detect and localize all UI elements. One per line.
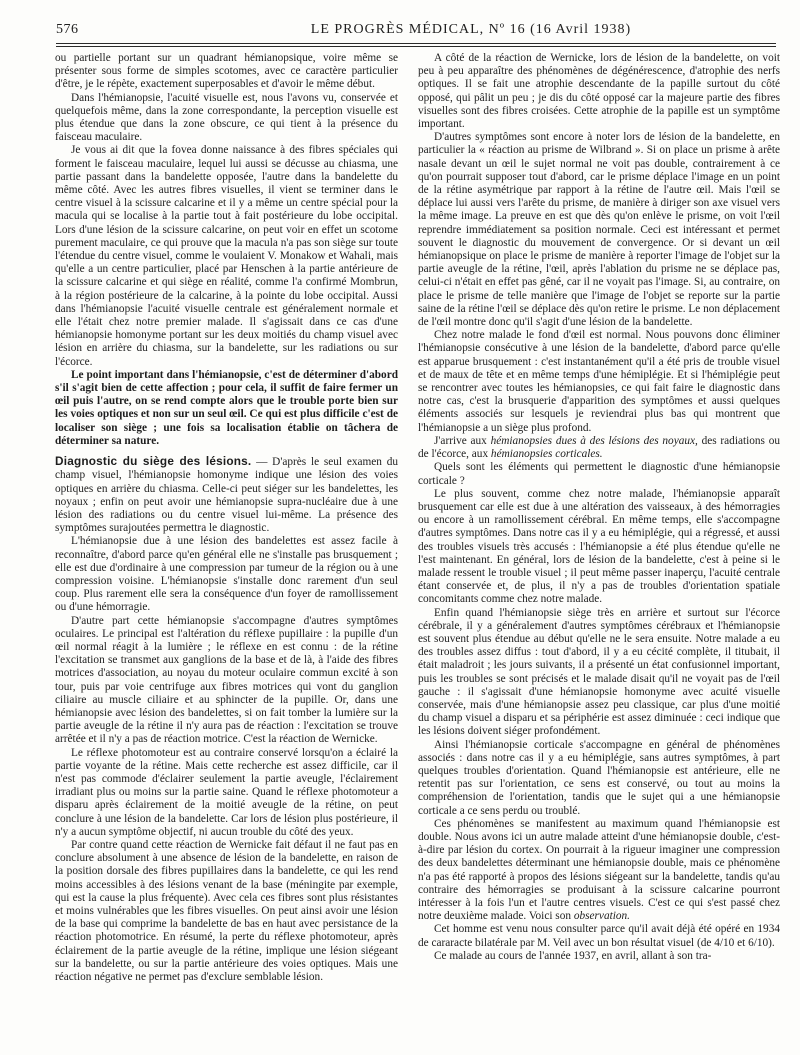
paragraph (418, 818, 780, 924)
paragraph-emphasis: Le point important dans l'hémianopsie, c'est de déterminer d'abord s'il s'agit bien de cette affection ; pour cela, il suffit de faire fermer un œil puis l'autre, on se rend compte alors que le trouble porte bien sur les voies optiques et non sur un seul œil. Ce qui est plus difficile c'est de localiser son siège ; une fois sa localisation établie on tâchera de déterminer sa nature. (55, 368, 398, 447)
paragraph: Ce malade au cours de l'année 1937, en avril, allant à son tra- (434, 949, 712, 962)
right-column (418, 52, 780, 963)
text-run: Ces phénomènes se manifestent au maximum quand l'hémianopsie est double. Nous avons ici un autre malade atteint d'une hémianopsie double, c'est-à-dire par lésion du cortex. On pourrait à la rigueur imaginer une compression des deux bandelettes déterminant une hémianopsie double, mais ce phénomène n'a pas été rapporté à propos des lésions siégeant sur la bandelette, tandis qu'au contraire des hémorragies se produisant à la scissure calcarine pourront intéresser à la fois l'un et l'autre centres visuels. C'est ce qui s'est passé chez notre deuxième malade. Voici son (418, 817, 780, 923)
paragraph: L'hémianopsie due à une lésion des bandelettes est assez facile à reconnaître, d'abord parce qu'en général elle ne s'installe pas brusquement ; elle est due d'ordinaire à une compression par tumeur de la région ou à une compression voisine. L'hémianopsie s'installe donc rarement d'un seul coup. Plus rarement elle sera la conséquence d'un foyer de ramollissement ou d'une hémorragie. (55, 535, 398, 614)
paragraph: Cet homme est venu nous consulter parce qu'il avait déjà été opéré en 1934 de cararacte bilatérale par M. Veil avec un bon résultat visuel (de 4/10 et 6/10). (418, 923, 780, 949)
left-column (55, 52, 398, 984)
section-heading: Diagnostic du siège des lésions. (55, 454, 252, 469)
page-header (56, 22, 776, 44)
paragraph: Le plus souvent, comme chez notre malade, l'hémianopsie apparaît brusquement car elle est due à une altération des vaisseaux, à des hémorragies ou encore à un ramollissement cérébral. En même temps, elle s'accompagne d'autres symptômes. Dans notre cas il y a eu hémiplégie, qui a régressé, et aussi des troubles visuels très accusés : l'hémianopsie a été plus étendue qu'elle ne l'est maintenant. En général, lors de lésion de la bandelette, c'est à peine si le malade ressent le trouble visuel ; il peut même passer inaperçu, l'acuité centrale étant conservée et, de plus, il n'y a pas de troubles d'orientation spatiale concomitants comme chez notre malade. (418, 487, 780, 606)
text-run: des radiations ou de l'écorce, aux (418, 434, 780, 461)
paragraph: Chez notre malade le fond d'œil est normal. Nous pouvons donc éliminer l'hémianopsie consécutive à une lésion de la bandelette, d'abord parce qu'elle est apparue brusquement : c'est instantanément qu'il a été pris de trouble visuel et de maux de tête et en même temps d'une hémiplégie. Et si l'hémiplégie peut se rencontrer avec toutes les hémianopsies, ce qui fait faire le diagnostic dans notre cas, c'est la brusquerie d'apparition des symptômes et aussi quelques éléments associés sur lesquels je reviendrai plus bas qui montrent que l'hémianopsie a un siège plus profond. (418, 329, 780, 434)
paragraph (418, 435, 780, 461)
paragraph: Je vous ai dit que la fovea donne naissance à des fibres spéciales qui forment le faisceau maculaire, lequel lui aussi se décusse au chiasma, une partie passant dans la bandelette opposée, l'autre dans la bandelette du même côté. Avec les autres fibres visuelles, il vient se terminer dans le centre visuel à la scissure calcarine et il y a même un centre spécial pour la macula qui se localise à la partie tout à fait postérieure du lobe occipital. Lors d'une lésion de la scissure calcarine, on peut voir en effet un scotome purement maculaire, ce qui prouve que la macula n'a pas son siège sur toute l'étendue du centre visuel, comme le voulaient V. Monakow et Wahali, mais qu'elle a un centre particulier, placé par Henschen à la partie antérieure de la scissure calcarine et qui siège en réalité, comme l'a confirmé Mombrun, à la région postérieure de la calcarine, à la pointe du lobe occipital. Aussi dans l'hémianopsie l'acuité visuelle centrale est généralement normale et elle l'était chez notre premier malade. Il s'agissait dans ce cas d'une hémianopsie homonyme portant sur les deux moitiés du champ visuel avec lésion en arrière du chiasma, sur la bandelette, sur les radiations ou sur l'écorce. (55, 144, 398, 368)
paragraph: Le réflexe photomoteur est au contraire conservé lorsqu'on a éclairé la partie voyante de la rétine. Mais cette recherche est assez difficile, car il n'est pas commode d'éclairer seulement la partie aveugle, l'éclairement irradiant plus ou moins sur la partie saine. Quand le réflexe photomoteur a disparu après éclairement de la moitié aveugle de la rétine, on peut conclure à une lésion de la bandelette. Car lors de lésion plus postérieure, il n'y a aucun symptôme objectif, ni aucun trouble du côté des yeux. (55, 746, 398, 838)
paragraph: D'autres symptômes sont encore à noter lors de lésion de la bandelette, en particulier la « réaction au prisme de Wilbrand ». Si on place un prisme à arête nasale devant un œil le sujet normal ne voit pas double, contrairement à ce qu'on pourrait supposer tout d'abord, car le prisme déplace l'image en un point de la rétine asymétrique par rapport à la rétine de l'autre œil. Mais l'œil se déplace lui aussi vers l'arête du prisme, de manière à diriger son axe visuel vers la même image. La preuve en est que dès qu'on enlève le prisme, on voit l'œil reprendre immédiatement sa position normale. Ceci est intéressant et permet souvent le diagnostic du mouvement de convergence. Or si devant un œil hémianopsique on place le prisme de manière à reporter l'image de l'objet sur la partie aveugle de la rétine, l'œil, après l'ablation du prisme ne se déplace pas, celui-ci n'était en effet pas gêné, car il ne voyait pas l'image. Si, au contraire, on place le prisme de telle manière que l'image de l'objet se reporte sur la partie saine de la rétine l'œil se déplace dès qu'on retire le prisme. Le non déplacement de l'œil montre donc qu'il s'agit d'une lésion de la bandelette. (418, 131, 780, 329)
running-title: LE PROGRÈS MÉDICAL, Nº 16 (16 Avril 1938) (310, 22, 632, 37)
paragraph: ou partielle portant sur un quadrant hémianopsique, voire même se présenter sous forme de simples scotomes, avec ce caractère particulier d'être, je le répète, exactement superposables et d'avoir le même début. (55, 52, 398, 91)
italic-run: hémianopsies corticales. (490, 448, 603, 461)
paragraph: Ainsi l'hémianopsie corticale s'accompagne en général de phénomènes associés : dans notre cas il y a eu hémiplégie, sans autres symptômes, à part quelques troubles d'orientation. Quand l'hémianopsie est antérieure, elle ne retentit pas sur l'orientation, ce sens est conservé, ou tout au moins la compréhension de l'orientation, tandis que le sujet qui a une hémianopsie corticale a ce sens perdu ou troublé. (418, 738, 780, 817)
paragraph: D'autre part cette hémianopsie s'accompagne d'autres symptômes oculaires. Le principal est l'altération du réflexe pupillaire : la pupille d'un œil normal réagit à la lumière ; le réflexe en est connu : de la rétine l'excitation se transmet aux ganglions de la base et de là, à l'aide des fibres motrices d'association, au noyau du moteur oculaire commun excité à son tour, puis par voie centrifuge aux fibres motrices qui vont du ganglion ciliaire au muscle ciliaire et au sphincter de la pupille. Or, dans une hémianopsie avec lésion des bandelettes, si on fait tomber la lumière sur la partie aveugle de la rétine il n'y aura pas de réaction : l'excitation se trouve arrêtée et il n'y a pas de réaction motrice. C'est la réaction de Wernicke. (55, 614, 398, 746)
section-paragraph (55, 455, 398, 535)
italic-run: hémianopsies dues à des lésions des noyaux, (490, 434, 698, 447)
paragraph: A côté de la réaction de Wernicke, lors de lésion de la bandelette, on voit peu à peu apparaître des phénomènes de dégénérescence, d'atrophie des nerfs optiques. Il se fait une atrophie descendante de la papille surtout du côté opposé, qui pâlit un peu ; je dis du côté opposé car la majeure partie des fibres visuelles sont des fibres croisées. Cette atrophie de la papille est un symptôme important. (418, 52, 780, 131)
paragraph: Par contre quand cette réaction de Wernicke fait défaut il ne faut pas en conclure absolument à une absence de lésion de la bandelette, en raison de la position dorsale des fibres pupillaires dans la bandelette, ce qui les rend moins accessibles à des lésions venant de la base (méningite par exemple, qui est la cause la plus fréquente). Avec cela ces fibres sont plus résistantes et moins vulnérables que les fibres visuelles. On peut ainsi avoir une lésion de la base qui comprime la bandelette de bas en haut avec persistance de la réaction photomotrice. En résumé, la perte du réflexe photomoteur, après éclairement de la partie aveugle de la rétine, implique une lésion siégeant sur la bandelette, ou sur la partie antérieure des voies optiques. Mais une réaction négative ne permet pas d'exclure semblable lésion. (55, 838, 398, 984)
paragraph: Dans l'hémianopsie, l'acuité visuelle est, nous l'avons vu, conservée et quelquefois même, dans la zone correspondante, la perception visuelle est plus étendue que dans la zone obscure, ce qui tient à la présence du faisceau maculaire. (55, 91, 398, 144)
header-rule-double (56, 46, 776, 47)
header-rule (56, 43, 776, 44)
paragraph: Quels sont les éléments qui permettent le diagnostic d'une hémianopsie corticale ? (418, 461, 780, 487)
paragraph: Enfin quand l'hémianopsie siège très en arrière et surtout sur l'écorce cérébrale, il y a généralement d'autres symptômes cérébraux et l'hémianopsie est souvent plus étendue au début qu'elle ne le sera ensuite. Notre malade a eu des troubles assez diffus : tout d'abord, il y a eu cécité complète, il titubait, il était maladroit ; les jours suivants, il a présenté un état confusionnel important, puis les troubles se sont précisés et le malade disait qu'il ne voyait pas de l'œil gauche : il s'agissait d'une hémianopsie homonyme avec acuité visuelle conservée, mais d'une hémianopsie assez peu classique, car plus d'une moitié du champ visuel a disparu et sa périphérie est assez diminuée : ceci indique que les lésions doivent siéger profondément. (418, 606, 780, 738)
section-text: — D'après le seul examen du champ visuel, l'hémianopsie homonyme indique une lésion des voies optiques en arrière du chiasma. Celle-ci peut siéger sur les bandelettes, les noyaux ; enfin on peut avoir une hémianopsie supra-nucléaire due à une lésion des radiations ou du centre visuel lui-même. La présence des symptômes surajoutées permettra le diagnostic. (55, 456, 398, 535)
text-run: J'arrive aux (434, 434, 491, 447)
italic-run: observation. (573, 910, 630, 923)
page-number: 576 (56, 22, 79, 37)
